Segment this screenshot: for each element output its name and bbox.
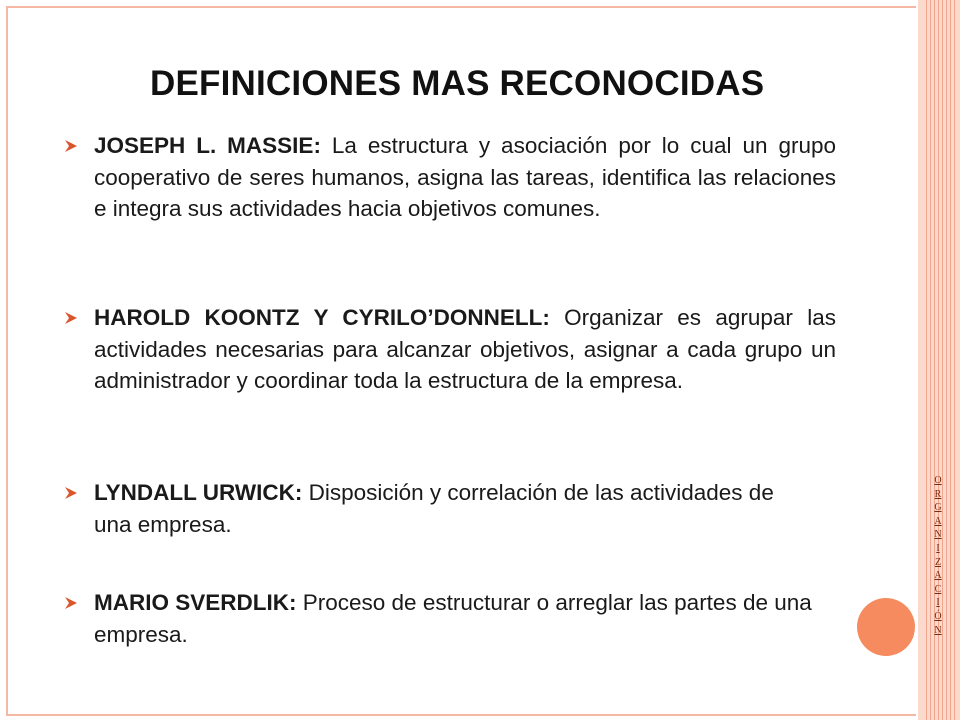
definition-body: Organizar es agrupar las actividades necesarias para alcanzar objetivos, asignar a cada grupo un administrador y coordinar toda la estructura de la empresa. xyxy=(94,305,836,393)
band-line xyxy=(950,0,951,720)
definition-body: La estructura y asociación por lo cual un grupo cooperativo de seres humanos, asigna las tareas, identifica las relaciones e integra sus actividades hacia objetivos comunes. xyxy=(94,133,836,221)
list-item xyxy=(60,302,836,397)
side-letter: G xyxy=(934,502,942,514)
side-letter: O xyxy=(934,475,942,486)
vertical-section-label xyxy=(928,474,948,637)
band-line xyxy=(926,0,927,720)
definition-body: Proceso de estructurar o arreglar las partes de una empresa. xyxy=(94,590,812,647)
list-item xyxy=(60,477,790,540)
side-letter: N xyxy=(934,624,942,636)
side-letter: C xyxy=(934,583,942,595)
side-letter: I xyxy=(936,542,940,554)
arrow-bullet-icon xyxy=(64,596,78,610)
definition-text xyxy=(94,302,836,397)
definition-text xyxy=(94,477,790,540)
author-name: MARIO SVERDLIK: xyxy=(94,590,297,615)
decorative-circle xyxy=(857,598,915,656)
author-name: HAROLD KOONTZ Y CYRILO’DONNELL: xyxy=(94,305,550,330)
side-letter: R xyxy=(934,488,942,500)
arrow-bullet-icon xyxy=(64,139,78,153)
slide-title: DEFINICIONES MAS RECONOCIDAS xyxy=(150,64,765,103)
list-item xyxy=(60,587,840,650)
author-name: JOSEPH L. MASSIE: xyxy=(94,133,321,158)
side-letter: Z xyxy=(934,556,942,568)
list-item xyxy=(60,130,836,225)
definition-text xyxy=(94,130,836,225)
side-letter: Ó xyxy=(934,610,942,622)
side-letter: A xyxy=(934,515,942,527)
side-letter: A xyxy=(934,570,942,582)
band-line xyxy=(954,0,955,720)
definition-body: Disposición y correlación de las actividades de una empresa. xyxy=(94,480,774,537)
arrow-bullet-icon xyxy=(64,311,78,325)
author-name: LYNDALL URWICK: xyxy=(94,480,303,505)
definition-text xyxy=(94,587,840,650)
arrow-bullet-icon xyxy=(64,486,78,500)
side-letter: I xyxy=(936,597,940,609)
side-letter: N xyxy=(934,529,942,541)
